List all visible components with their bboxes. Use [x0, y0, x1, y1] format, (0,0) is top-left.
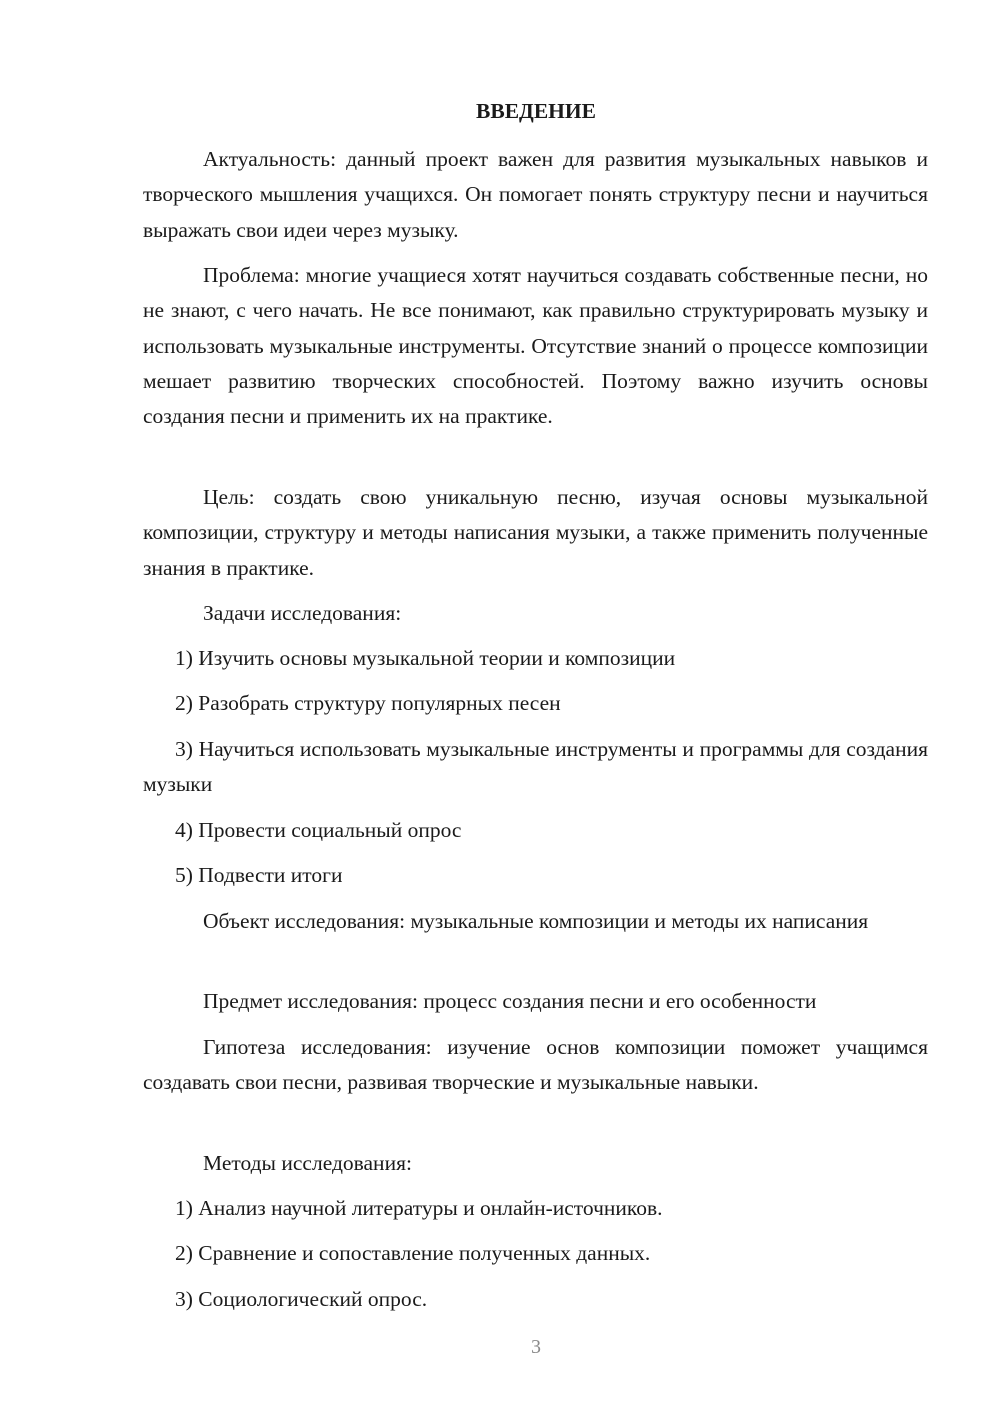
- task-item-1: 1) Изучить основы музыкальной теории и композиции: [175, 646, 676, 670]
- task-item-5: 5) Подвести итоги: [175, 863, 343, 887]
- object-paragraph: Объект исследования: музыкальные композиции и методы их написания: [203, 909, 869, 933]
- methods-heading: Методы исследования:: [203, 1151, 412, 1175]
- method-item-1: 1) Анализ научной литературы и онлайн-источников.: [175, 1196, 663, 1220]
- method-item-2: 2) Сравнение и сопоставление полученных данных.: [175, 1241, 651, 1265]
- page-title: ВВЕДЕНИЕ: [476, 99, 596, 123]
- relevance-paragraph: Актуальность: данный проект важен для развития музыкальных навыков и творческого мышления учащихся. Он помогает понять структуру песни и научиться выражать свои идеи через музыку.: [143, 147, 928, 242]
- subject-paragraph: Предмет исследования: процесс создания песни и его особенности: [203, 989, 817, 1013]
- page-number: 3: [531, 1336, 541, 1358]
- method-item-3: 3) Социологический опрос.: [175, 1287, 428, 1311]
- tasks-heading: Задачи исследования:: [203, 601, 402, 625]
- hypothesis-paragraph: Гипотеза исследования: изучение основ композиции поможет учащимся создавать свои песни, развивая творческие и музыкальные навыки.: [143, 1035, 928, 1095]
- task-item-4: 4) Провести социальный опрос: [175, 818, 462, 842]
- goal-paragraph: Цель: создать свою уникальную песню, изучая основы музыкальной композиции, структуру и методы написания музыки, а также применить полученные знания в практике.: [143, 485, 928, 580]
- task-item-3: 3) Научиться использовать музыкальные инструменты и программы для создания музыки: [143, 737, 928, 797]
- problem-paragraph: Проблема: многие учащиеся хотят научиться создавать собственные песни, но не знают, с чего начать. Не все понимают, как правильно структурировать музыку и использовать музыкальные инструменты. Отсутствие знаний о процессе композиции мешает развитию творческих способностей. Поэтому важно изучить основы создания песни и применить их на практике.: [143, 263, 928, 429]
- task-item-2: 2) Разобрать структуру популярных песен: [175, 691, 561, 715]
